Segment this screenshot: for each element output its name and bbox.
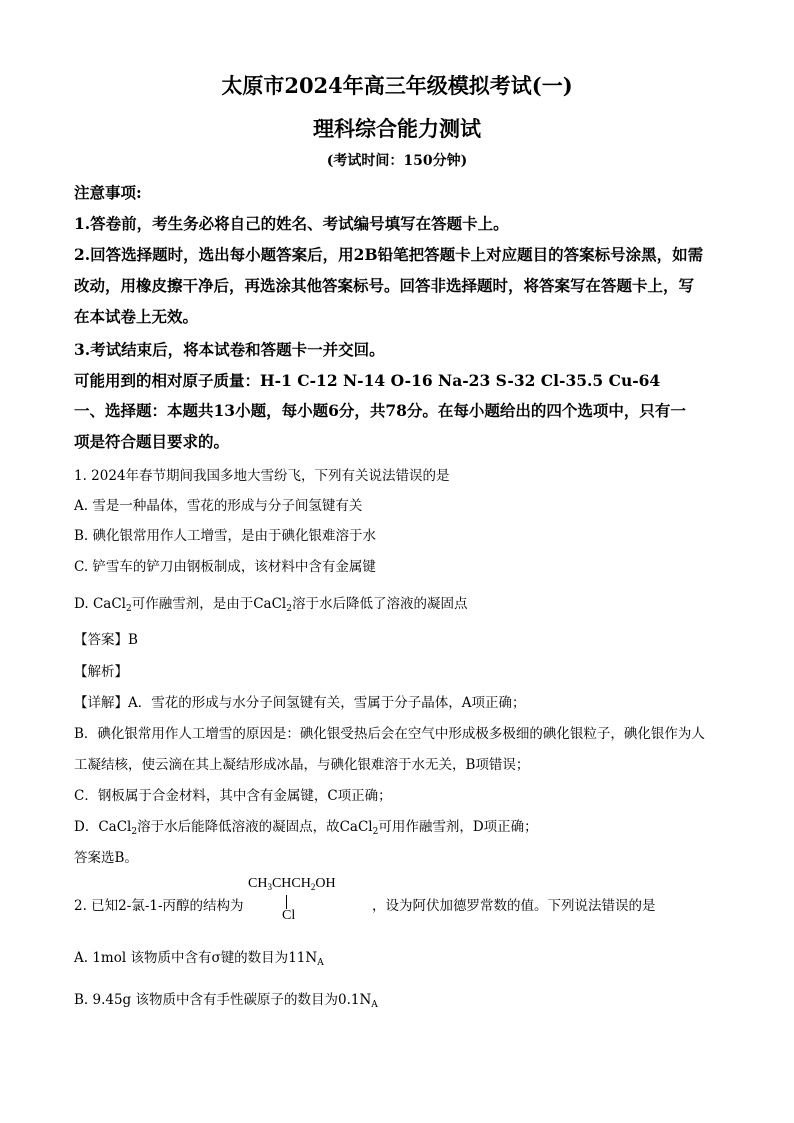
q1-option-d-middle: 可作融雪剂，是由于 (131, 596, 254, 612)
q1-analysis-heading: 【解析】 (74, 664, 128, 680)
q1-answer-choice: 答案选B。 (74, 850, 138, 866)
q2-stem-start: 2. 已知2-氯-1-丙醇的结构为 (74, 898, 244, 914)
section-1-line-2: 项是符合题目要求的。 (74, 432, 230, 451)
exam-subtitle: 理科综合能力测试 (313, 116, 481, 141)
chain-ch: CH (248, 876, 268, 891)
q1-option-b: B. 碘化银常用作人工增雪，是由于碘化银难溶于水 (74, 528, 377, 544)
chain-subscript: 2 (310, 882, 316, 892)
structural-formula-chain (248, 876, 336, 892)
notes-item-2-line-1: 2.回答选择题时，选出每小题答案后，用2B铅笔把答题卡上对应题目的答案标号涂黑，如需 (74, 245, 704, 264)
notes-item-2-line-3: 在本试卷上无效。 (74, 307, 199, 326)
q1-option-d-label: D. (74, 596, 93, 612)
structural-formula-substituent: Cl (282, 908, 296, 923)
chain-chch: CHCH (271, 876, 311, 891)
sigma-symbol: σ (211, 950, 221, 966)
q1-detail-b-line-2: 工凝结核，使云滴在其上凝结形成冰晶，与碘化银难溶于水无关，B项错误； (74, 757, 530, 773)
cacl2-formula: CaCl (92, 596, 126, 612)
cacl2-subscript: 2 (286, 604, 292, 614)
notes-item-2-line-2: 改动，用橡皮擦干净后，再选涂其他答案标号。回答非选择题时，将答案写在答题卡上，写 (74, 276, 695, 295)
q2-option-a-value: 11N (288, 950, 318, 966)
q1-answer: 【答案】B (74, 632, 138, 648)
atomic-masses: 可能用到的相对原子质量：H-1 C-12 N-14 O-16 Na-23 S-32 Cl-35.5 Cu-64 (74, 371, 661, 390)
q1-detail-b-line-1: B．碘化银常用作人工增雪的原因是：碘化银受热后会在空气中形成极多极细的碘化银粒子，碘化银作为人 (74, 726, 705, 742)
exam-time: (考试时间：150分钟) (326, 153, 468, 169)
q1-option-d-end: 溶于水后降低了溶液的凝固点 (291, 596, 468, 612)
cacl2-subscript: 2 (372, 827, 379, 837)
q2-stem-end: ，设为阿伏加德罗常数的值。下列说法错误的是 (372, 898, 656, 914)
q2-option-a (74, 946, 324, 968)
notes-item-3: 3.考试结束后，将本试卷和答题卡一并交回。 (74, 340, 385, 359)
cacl2-subscript: 2 (125, 604, 132, 614)
section-1-line-1: 一、选择题：本题共13小题，每小题6分，共78分。在每小题给出的四个选项中，只有一 (74, 401, 686, 420)
q2-option-b-text: B. 9.45g 该物质中含有手性碳原子的数目为 (74, 992, 338, 1008)
notes-item-1: 1.答卷前，考生务必将自己的姓名、考试编号填写在答题卡上。 (74, 214, 509, 233)
avogadro-subscript: A (371, 1000, 378, 1010)
q1-option-a: A. 雪是一种晶体，雪花的形成与分子间氢键有关 (74, 498, 363, 514)
chain-oh: OH (315, 876, 336, 891)
q1-detail-d-part-2: 溶于水后能降低溶液的凝固点，故CaCl (137, 819, 373, 835)
q2-option-b (74, 988, 378, 1010)
q1-detail-c: C．钢板属于合金材料，其中含有金属键，C项正确； (74, 788, 392, 804)
q1-detail-d-part-1: D．CaCl (74, 819, 132, 835)
structural-formula (248, 876, 368, 926)
bond-line (286, 895, 287, 909)
q1-stem: 1. 2024年春节期间我国多地大雪纷飞，下列有关说法错误的是 (74, 468, 450, 484)
q2-option-b-value: 0.1N (338, 992, 372, 1008)
q1-option-d (74, 592, 467, 614)
chain-subscript: 3 (267, 882, 272, 892)
q1-option-c: C. 铲雪车的铲刀由钢板制成，该材料中含有金属键 (74, 559, 376, 575)
cacl2-formula: CaCl (253, 596, 287, 612)
q1-detail-d-part-3: 可用作融雪剂，D项正确； (378, 819, 538, 835)
q2-option-a-text: A. 1mol 该物质中含有 (74, 950, 212, 966)
q2-option-a-middle: 键的数目为 (220, 950, 289, 966)
avogadro-subscript: A (317, 958, 324, 968)
notes-heading: 注意事项: (74, 183, 142, 202)
cacl2-subscript: 2 (131, 827, 138, 837)
exam-title: 太原市2024年高三年级模拟考试(一) (221, 73, 573, 98)
q1-detail-a: 【详解】A．雪花的形成与水分子间氢键有关，雪属于分子晶体，A项正确； (74, 695, 526, 711)
q1-detail-d (74, 815, 538, 837)
